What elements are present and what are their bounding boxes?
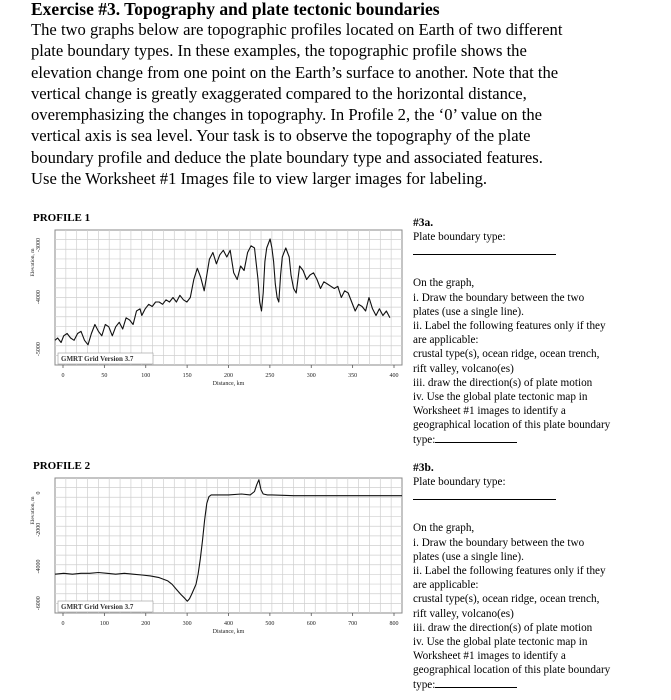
y-tick-label: -6000 <box>36 596 42 611</box>
x-tick-label: 0 <box>61 373 65 379</box>
profile2-label: PROFILE 2 <box>33 460 91 472</box>
profile2-chart <box>30 473 411 649</box>
watermark-label: GMRT Grid Version 3.7 <box>61 355 134 363</box>
exercise-title: Exercise #3. Topography and plate tectonic boundaries <box>31 0 440 19</box>
x-tick-label: 400 <box>224 621 233 627</box>
x-tick-label: 200 <box>224 373 233 379</box>
instruction-line: On the graph, <box>413 277 475 290</box>
instruction-line: ii. Label the following features only if they <box>413 320 606 333</box>
instruction-line: plates (use a single line). <box>413 305 524 318</box>
x-tick-label: 300 <box>306 373 316 379</box>
intro-line: The two graphs below are topographic profiles located on Earth of two different <box>31 20 563 39</box>
profile1-chart <box>30 225 411 401</box>
instruction-line: iv. Use the global plate tectonic map in <box>413 391 588 404</box>
x-axis-label: Distance, km <box>212 629 245 635</box>
y-axis-label: Elevation, m <box>30 496 36 525</box>
instruction-line: crustal type(s), ocean ridge, ocean trench, <box>413 348 600 361</box>
profile1-answer-blank[interactable] <box>413 244 556 255</box>
x-tick-label: 100 <box>99 621 109 627</box>
x-tick-label: 250 <box>265 373 275 379</box>
x-tick-label: 350 <box>348 373 358 379</box>
instruction-line: are applicable: <box>413 334 479 347</box>
instruction-line: Worksheet #1 images to identify a <box>413 405 566 418</box>
profile1-question <box>413 216 671 447</box>
profile1-label: PROFILE 1 <box>33 212 91 224</box>
y-tick-label: 0 <box>36 491 42 495</box>
instruction-line: Worksheet #1 images to identify a <box>413 650 566 663</box>
intro-paragraph <box>31 19 671 189</box>
instruction-line: On the graph, <box>413 522 475 535</box>
x-tick-label: 600 <box>306 621 316 627</box>
instruction-line: plates (use a single line). <box>413 550 524 563</box>
instruction-line: iv. Use the global plate tectonic map in <box>413 636 588 649</box>
y-tick-label: -5000 <box>36 342 42 357</box>
x-tick-label: 100 <box>141 373 151 379</box>
x-tick-label: 200 <box>141 621 151 627</box>
y-axis-label: Elevation, m <box>30 248 36 277</box>
type-prompt: type: <box>413 433 436 446</box>
x-tick-label: 400 <box>389 373 399 379</box>
x-tick-label: 150 <box>182 373 192 379</box>
instruction-line: are applicable: <box>413 579 479 592</box>
x-tick-label: 50 <box>101 373 108 379</box>
instruction-line: rift valley, volcano(es) <box>413 362 514 375</box>
profile1-question-number: #3a. <box>413 217 434 229</box>
y-tick-label: -2000 <box>36 522 42 537</box>
x-tick-label: 500 <box>265 621 275 627</box>
x-tick-label: 700 <box>348 621 358 627</box>
profile1-boundary-type-prompt: Plate boundary type: <box>413 231 506 244</box>
intro-line: vertical change is greatly exaggerated compared to the horizontal distance, <box>31 83 527 103</box>
profile2-boundary-type-prompt: Plate boundary type: <box>413 476 506 489</box>
instruction-line: iii. draw the direction(s) of plate motion <box>413 621 593 634</box>
profile2-question <box>413 461 671 692</box>
x-axis-label: Distance, km <box>212 381 245 387</box>
x-tick-label: 0 <box>61 621 65 627</box>
instruction-line: i. Draw the boundary between the two <box>413 536 585 549</box>
instruction-line: crustal type(s), ocean ridge, ocean trench, <box>413 593 600 606</box>
y-tick-label: -4000 <box>36 290 42 305</box>
x-tick-label: 800 <box>389 621 399 627</box>
profile1-location-blank[interactable] <box>435 434 517 443</box>
profile2-question-number: #3b. <box>413 462 434 474</box>
x-tick-label: 300 <box>182 621 192 627</box>
profile2-answer-blank[interactable] <box>413 489 556 500</box>
type-prompt: type: <box>413 678 436 691</box>
intro-line: overemphasizing the changes in topography. In Profile 2, the ‘0’ value on the <box>31 105 543 125</box>
instruction-line: i. Draw the boundary between the two <box>413 291 585 304</box>
intro-line: boundary profile and deduce the plate boundary type and associated features. <box>31 147 543 167</box>
intro-line: vertical axis is sea level. Your task is to observe the topography of the plate <box>31 126 531 146</box>
intro-line: elevation change from one point on the Earth’s surface to another. Note that the <box>31 62 559 82</box>
profile2-location-blank[interactable] <box>435 679 517 688</box>
instruction-line: geographical location of this plate boundary <box>413 664 611 677</box>
y-tick-label: -3000 <box>36 238 42 252</box>
instruction-line: geographical location of this plate boundary <box>413 419 611 432</box>
watermark-label: GMRT Grid Version 3.7 <box>61 603 134 611</box>
instruction-line: rift valley, volcano(es) <box>413 607 514 620</box>
intro-line: plate boundary types. In these examples, the topographic profile shows the <box>31 41 527 61</box>
instruction-line: iii. draw the direction(s) of plate motion <box>413 376 593 389</box>
intro-line: Use the Worksheet #1 Images file to view larger images for labeling. <box>31 169 488 189</box>
y-tick-label: -4000 <box>36 559 42 574</box>
instruction-line: ii. Label the following features only if they <box>413 565 606 578</box>
